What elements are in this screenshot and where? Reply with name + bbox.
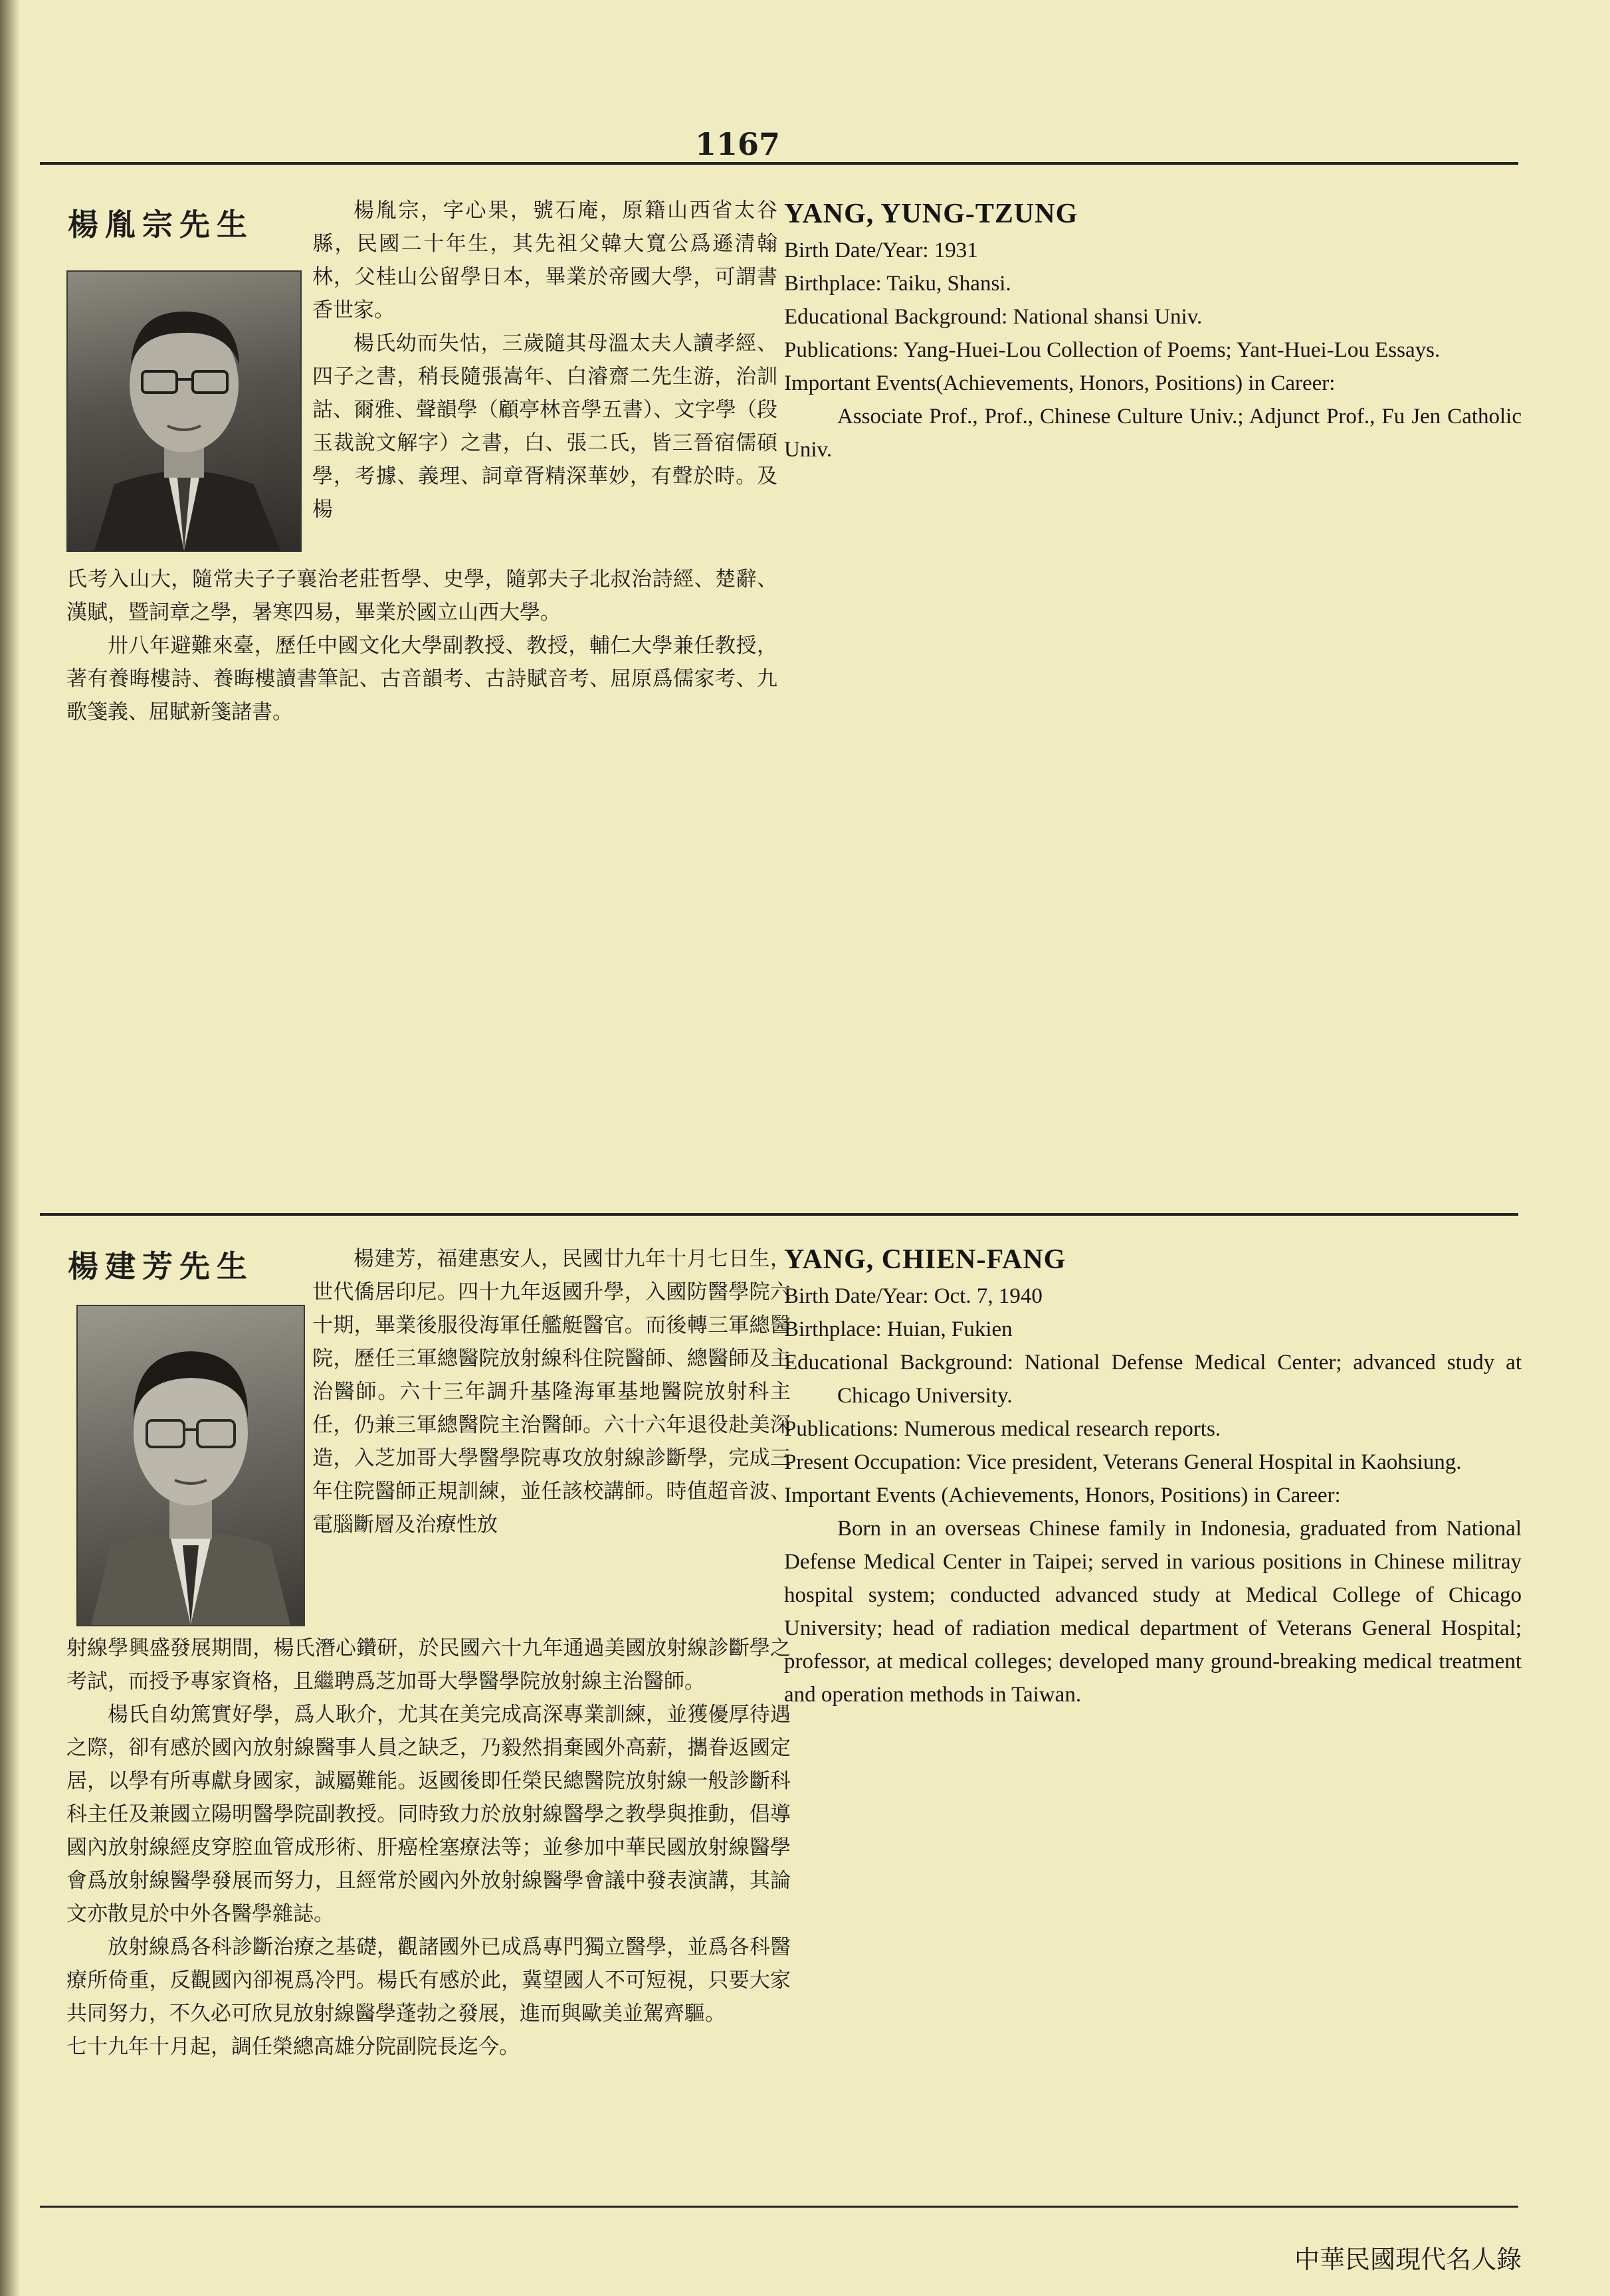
bio-paragraph: 楊建芳，福建惠安人，民國廿九年十月七日生，世代僑居印尼。四十九年返國升學，入國防醫學院六十期，畢業後服役海軍任艦艇醫官。而後轉三軍總醫院，歷任三軍總醫院放射線科住院醫師、總醫師及主治醫師。六十三年調升基隆海軍基地醫院放射科主任，仍兼三軍總醫院主治醫師。六十六年退役赴美深造，入芝加哥大學醫學院專攻放射線診斷學，完成三年住院醫師正規訓練，並任該校講師。時值超音波、電腦斷層及治療性放 xyxy=(312,1247,791,1537)
events-label: Important Events (Achievements, Honors, Positions) in Career: xyxy=(784,1483,1341,1507)
portrait-photo xyxy=(66,270,302,552)
education: Educational Background: National shansi Univ. xyxy=(784,305,1203,329)
publications: Publications: Yang-Huei-Lou Collection of Poems; Yant-Huei-Lou Essays. xyxy=(784,338,1441,362)
portrait-silhouette xyxy=(78,1306,304,1625)
page-number: 1167 xyxy=(694,126,781,162)
middle-rule xyxy=(40,1213,1518,1216)
entry-yang-yung-tzung xyxy=(60,174,1522,1197)
chinese-biography-continued xyxy=(66,1632,791,2063)
events: Associate Prof., Prof., Chinese Culture Univ.; Adjunct Prof., Fu Jen Catholic Univ. xyxy=(784,405,1522,462)
bottom-rule xyxy=(40,2206,1518,2208)
english-name: YANG, YUNG-TZUNG xyxy=(784,199,1078,229)
bio-paragraph: 氏考入山大，隨常夫子子襄治老莊哲學、史學，隨郭夫子北叔治詩經、楚辭、漢賦，暨詞章之學，暑寒四易，畢業於國立山西大學。 xyxy=(66,567,777,624)
birthplace: Birthplace: Huian, Fukien xyxy=(784,1317,1013,1341)
bio-paragraph: 楊氏幼而失怙，三歲隨其母溫太夫人讀孝經、四子之書，稍長隨張嵩年、白濬齋二先生游，治訓詁、爾雅、聲韻學（顧亭林音學五書）、文字學（段玉裁說文解字）之書，白、張二氏，皆三晉宿儒碩學，考據、義理、詞章胥精深華妙，有聲於時。及楊 xyxy=(312,332,777,522)
english-name: YANG, CHIEN-FANG xyxy=(784,1244,1066,1275)
bio-paragraph: 楊氏自幼篤實好學，爲人耿介，尤其在美完成高深專業訓練，並獲優厚待遇之際，卻有感於國內放射線醫事人員之缺乏，乃毅然捐棄國外高薪，攜眷返國定居，以學有所專獻身國家，誠屬難能。返國後即任榮民總醫院放射線一般診斷科科主任及兼國立陽明醫學院副教授。同時致力於放射線醫學之教學與推動，倡導國內放射線經皮穿腔血管成形術、肝癌栓塞療法等；並參加中華民國放射線醫學會爲放射線醫學發展而努力，且經常於國內外放射線醫學會議中發表演講，其論文亦散見於中外各醫學雜誌。 xyxy=(66,1703,791,1926)
portrait-photo xyxy=(76,1305,305,1626)
bio-paragraph: 射線學興盛發展期間，楊氏潛心鑽研，於民國六十九年通過美國放射線診斷學之考試，而授予專家資格，且繼聘爲芝加哥大學醫學院放射線主治醫師。 xyxy=(66,1636,791,1693)
bio-paragraph: 楊胤宗，字心果，號石庵，原籍山西省太谷縣，民國二十年生，其先祖父韓大寬公爲遜清翰林，父桂山公留學日本，畢業於帝國大學，可謂書香世家。 xyxy=(312,199,777,322)
birth-date: Birth Date/Year: Oct. 7, 1940 xyxy=(784,1284,1043,1308)
top-rule xyxy=(40,162,1518,165)
entry-yang-chien-fang xyxy=(60,1226,1522,2196)
chinese-biography-intro xyxy=(312,1242,791,1541)
english-biography xyxy=(784,194,1522,466)
occupation: Present Occupation: Vice president, Veterans General Hospital in Kaohsiung. xyxy=(784,1450,1462,1474)
english-biography xyxy=(784,1240,1522,1711)
publications: Publications: Numerous medical research reports. xyxy=(784,1417,1221,1441)
events-label: Important Events(Achievements, Honors, Positions) in Career: xyxy=(784,371,1336,395)
chinese-biography-continued xyxy=(66,563,777,729)
birthplace: Birthplace: Taiku, Shansi. xyxy=(784,272,1011,296)
bio-paragraph: 卅八年避難來臺，歷任中國文化大學副教授、教授，輔仁大學兼任教授，著有養晦樓詩、養晦樓讀書筆記、古音韻考、古詩賦音考、屈原爲儒家考、九歌箋義、屈賦新箋諸書。 xyxy=(66,634,777,724)
bio-paragraph: 七十九年十月起，調任榮總高雄分院副院長迄今。 xyxy=(66,2035,520,2059)
bio-paragraph: 放射線爲各科診斷治療之基礎，觀諸國外已成爲專門獨立醫學，並爲各科醫療所倚重，反觀國內卻視爲冷門。楊氏有感於此，冀望國人不可短視，只要大家共同努力，不久必可欣見放射線醫學蓬勃之發展，進而與歐美並駕齊驅。 xyxy=(66,1935,791,2026)
chinese-biography-intro xyxy=(312,194,777,526)
chinese-name: 楊建芳先生 xyxy=(68,1248,254,1284)
portrait-silhouette xyxy=(68,272,300,551)
education: Educational Background: National Defense Medical Center; advanced study at Chicago University. xyxy=(784,1351,1522,1408)
chinese-name: 楊胤宗先生 xyxy=(68,207,254,242)
birth-date: Birth Date/Year: 1931 xyxy=(784,239,978,262)
events: Born in an overseas Chinese family in Indonesia, graduated from National Defense Medical Center in Taipei; served in various positions in Chinese militray hospital system; conducted advanced study at Medical College of Chicago University; head of radiation medical department of Veterans General Hospital; professor, at medical colleges; developed many ground-breaking medical treatment and operation methods in Taiwan. xyxy=(784,1517,1522,1707)
page-gutter xyxy=(0,0,20,2296)
footer-title: 中華民國現代名人錄 xyxy=(1294,2245,1522,2274)
